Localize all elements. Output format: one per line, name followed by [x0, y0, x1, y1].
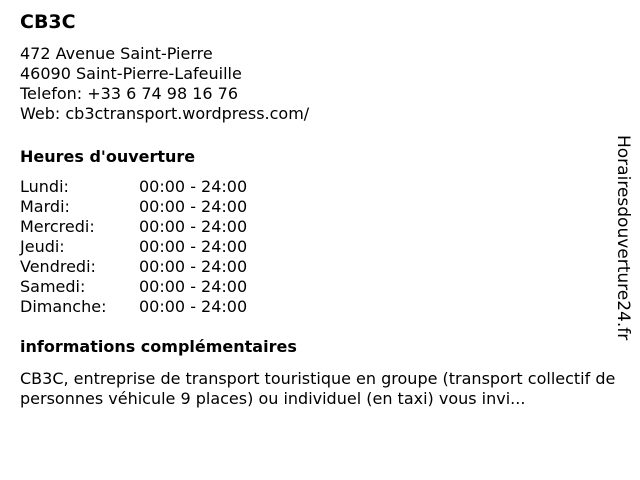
- business-card: [20, 10, 620, 409]
- address-city: 46090 Saint-Pierre-Lafeuille: [20, 64, 242, 83]
- additional-info-text: CB3C, entreprise de transport touristique en groupe (transport collectif de personnes véhicule 9 places) ou individuel (en taxi) vous invi...: [20, 369, 616, 408]
- hours-day: Mardi:: [20, 197, 70, 216]
- additional-info-title: informations complémentaires: [20, 337, 297, 356]
- hours-row-tuesday: [20, 197, 620, 217]
- hours-day: Samedi:: [20, 277, 86, 296]
- hours-day: Dimanche:: [20, 297, 107, 316]
- hours-time: 00:00 - 24:00: [139, 257, 248, 276]
- hours-time: 00:00 - 24:00: [139, 237, 248, 256]
- site-watermark: Horairesdouverture24.fr: [613, 135, 633, 341]
- hours-day: Lundi:: [20, 177, 69, 196]
- hours-row-friday: [20, 257, 620, 277]
- hours-row-thursday: [20, 237, 620, 257]
- hours-row-monday: [20, 177, 620, 197]
- opening-hours-title: Heures d'ouverture: [20, 147, 196, 166]
- hours-time: 00:00 - 24:00: [139, 197, 248, 216]
- opening-hours-table: [20, 177, 620, 317]
- hours-time: 00:00 - 24:00: [139, 297, 248, 316]
- hours-day: Vendredi:: [20, 257, 96, 276]
- hours-time: 00:00 - 24:00: [139, 177, 248, 196]
- hours-day: Jeudi:: [20, 237, 65, 256]
- web-line: Web: cb3ctransport.wordpress.com/: [20, 104, 310, 123]
- business-name: CB3C: [20, 11, 76, 33]
- hours-time: 00:00 - 24:00: [139, 217, 248, 236]
- phone-line: Telefon: +33 6 74 98 16 76: [20, 84, 239, 103]
- address-street: 472 Avenue Saint-Pierre: [20, 44, 213, 63]
- hours-row-sunday: [20, 297, 620, 317]
- hours-time: 00:00 - 24:00: [139, 277, 248, 296]
- hours-day: Mercredi:: [20, 217, 95, 236]
- hours-row-saturday: [20, 277, 620, 297]
- hours-row-wednesday: [20, 217, 620, 237]
